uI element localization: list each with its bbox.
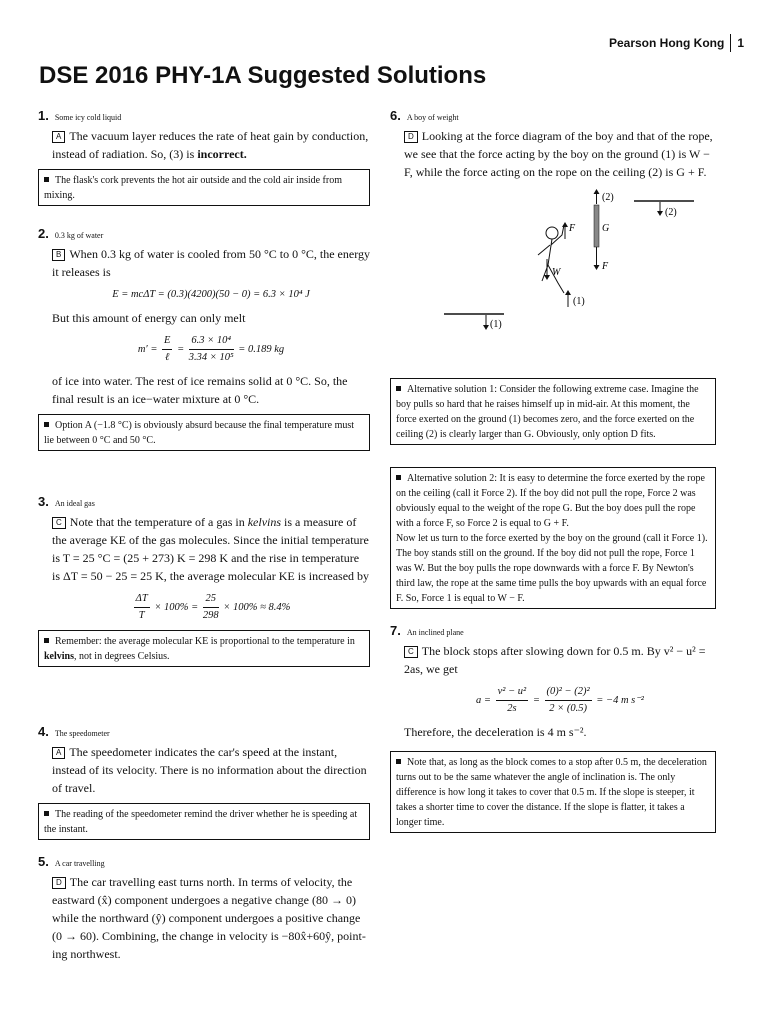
equation-energy: E = mcΔT = (0.3)(4200)(50 − 0) = 6.3 × 10⁴ J xyxy=(112,289,310,300)
question-topic: A car travelling xyxy=(54,859,105,868)
question-2 xyxy=(38,226,370,494)
question-number: 4. xyxy=(38,724,49,739)
equation-ke-increase: $\frac{\Delta T}{T}$ × 100% = $\frac{25}{298}$ × 100% ≈ 8.4% xyxy=(135,593,291,621)
question-number: 3. xyxy=(38,494,49,509)
diagram-label-w: W xyxy=(552,267,561,278)
solution-text-2: Therefore, the deceleration is 4 m s⁻². xyxy=(404,725,587,739)
question-topic: An inclined plane xyxy=(406,628,464,637)
question-3 xyxy=(38,494,370,724)
solution-text-3: of ice into water. The rest of ice remains solid at 0 °C. So, the final result is an ice−water mixture at 0 °C. xyxy=(52,374,348,406)
bullet-square-icon xyxy=(396,386,401,391)
note-box: Note that, as long as the block comes to a stop after 0.5 m, the deceleration turns out to be the same whatever the angle of inclination is. The only difference is how long it takes to cover that 0.5 m. If the slope is steeper, it takes a shorter time to cover the distance. If the slope is flatter, it takes a longer time. xyxy=(390,751,716,833)
note-box-alt-2: Alternative solution 2: It is easy to determine the force exerted by the rope on the ceiling (call it Force 2). If the boy did not pull the rope, Force 2 was obviously equal to the weight of the rope G. But the boy does pull the rope with a force F, so Force 2 is equal to G + F. Now let us turn to the force exerted by the boy on the ground (call it Force 1). The boy stands still on the ground. If the boy did not pull the rope, Force 1 was W. But the boy pulls the rope downwards with a force F. By Newton's third law, the rope at the same time pulls the boy upwards with an equal force F. So, Force 1 is equal to W − F. xyxy=(390,467,716,609)
question-5 xyxy=(38,854,370,963)
question-4 xyxy=(38,724,370,854)
answer-box: D xyxy=(52,877,66,889)
left-column xyxy=(38,108,370,963)
force-diagram xyxy=(424,189,714,359)
question-topic: Some icy cold liquid xyxy=(54,113,122,122)
header-divider xyxy=(730,34,731,52)
publisher-name: Pearson Hong Kong xyxy=(608,36,725,50)
bullet-square-icon xyxy=(44,177,49,182)
solution-text-2: But this amount of energy can only melt xyxy=(52,311,246,325)
answer-box: A xyxy=(52,747,65,759)
solution-text: D The car travelling east turns north. In terms of velocity, the eastward (x̂) component undergoes a negative change (80 → 0) while the northward (ŷ) component undergoes a positive change (0 → 60). Combining, the change in velocity is −80x̂+60ŷ, pointing northwest. xyxy=(52,875,366,961)
note-box: The reading of the speedometer remind the driver whether he is speeding at the instant. xyxy=(38,803,370,840)
answer-box: A xyxy=(52,131,65,143)
question-number: 1. xyxy=(38,108,49,123)
bullet-square-icon xyxy=(44,422,49,427)
boy-figure xyxy=(538,225,564,293)
note-box: The flask's cork prevents the hot air outside and the cold air inside from mixing. xyxy=(38,169,370,206)
question-number: 5. xyxy=(38,854,49,869)
note-box: Option A (−1.8 °C) is obviously absurd because the final temperature must lie between 0 °C and 50 °C. xyxy=(38,414,370,451)
diagram-label-2-rope: (2) xyxy=(602,192,614,203)
answer-box: B xyxy=(52,249,65,261)
question-number: 6. xyxy=(390,108,401,123)
solution-text: A The vacuum layer reduces the rate of heat gain by conduction, instead of radiation. So, (3) is incorrect. xyxy=(52,129,369,161)
bullet-square-icon xyxy=(44,638,49,643)
question-topic: A boy of weight xyxy=(406,113,459,122)
diagram-label-2-ceiling: (2) xyxy=(665,207,677,218)
diagram-label-1-boy: (1) xyxy=(573,296,585,307)
question-6 xyxy=(390,108,716,609)
arrow-head-icon xyxy=(544,275,550,280)
answer-box: C xyxy=(52,517,66,529)
answer-box: C xyxy=(404,646,418,658)
bullet-square-icon xyxy=(396,759,401,764)
arrow-head-icon xyxy=(562,222,568,227)
bullet-square-icon xyxy=(44,811,49,816)
arrow-head-icon xyxy=(657,211,663,216)
rope xyxy=(594,205,599,247)
page-title: DSE 2016 PHY-1A Suggested Solutions xyxy=(39,62,487,89)
right-column xyxy=(390,108,716,833)
diagram-label-f-down: F xyxy=(602,261,609,272)
equation-mass: m′ = $\frac{E}{\text{ℓ}}$ = $\frac{\text{6.3 × 10⁴}}{\text{3.34 × 10⁵}}$ = 0.189 kg xyxy=(137,335,285,363)
equation-acceleration: a = $\frac{\text{v² − u²}}{2s}$ = $\frac{\text{(0)² − (2)²}}{2 \times (0.5)}$ = −4 m s⁻² xyxy=(476,686,644,714)
solution-text: A The speedometer indicates the car's speed at the instant, instead of its velocity. There is no information about the direction of travel. xyxy=(52,745,367,795)
answer-box: D xyxy=(404,131,418,143)
solution-text: D Looking at the force diagram of the boy and that of the rope, we see that the force acting by the boy on the ground (1) is W − F, while the force acting on the rope on the ceiling (2) is G + F. xyxy=(404,129,713,179)
solution-text: C Note that the temperature of a gas in kelvins is a measure of the average KE of the gas molecules. Since the initial temperature is T = 25 °C = (25 + 273) K = 298 K and the rise in temperature is ΔT = 50 − 25 = 25 K, the average molecular KE is increased by xyxy=(52,515,370,583)
question-topic: An ideal gas xyxy=(54,499,95,508)
arrow-head-icon xyxy=(594,265,600,270)
question-topic: 0.3 kg of water xyxy=(54,231,104,240)
question-number: 7. xyxy=(390,623,401,638)
arrow-head-icon xyxy=(565,290,571,295)
note-box: Remember: the average molecular KE is proportional to the temperature in kelvins, not in degrees Celsius. xyxy=(38,630,370,667)
question-topic: The speedometer xyxy=(54,729,110,738)
question-number: 2. xyxy=(38,226,49,241)
solution-text: B When 0.3 kg of water is cooled from 50 °C to 0 °C, the energy it releases is xyxy=(52,247,370,279)
question-1 xyxy=(38,108,370,226)
bullet-square-icon xyxy=(396,475,401,480)
page-number: 1 xyxy=(737,36,744,50)
diagram-label-1: (1) xyxy=(490,319,502,330)
question-7 xyxy=(390,623,716,833)
diagram-label-f-up: F xyxy=(569,223,576,234)
arrow-head-icon xyxy=(483,325,489,330)
diagram-label-g: G xyxy=(602,223,610,234)
arrow-head-icon xyxy=(594,189,600,194)
page-header xyxy=(609,34,744,52)
note-box-alt-1: Alternative solution 1: Consider the following extreme case. Imagine the boy pulls so hard that he raises himself up in mid-air. At this moment, the force exerted on the ground (1) becomes zero, and the force exerted on the ceiling (2) is clearly larger than G. Obviously, only option D fits. xyxy=(390,378,716,445)
solution-text: C The block stops after slowing down for 0.5 m. By v² − u² = 2as, we get xyxy=(404,644,706,676)
